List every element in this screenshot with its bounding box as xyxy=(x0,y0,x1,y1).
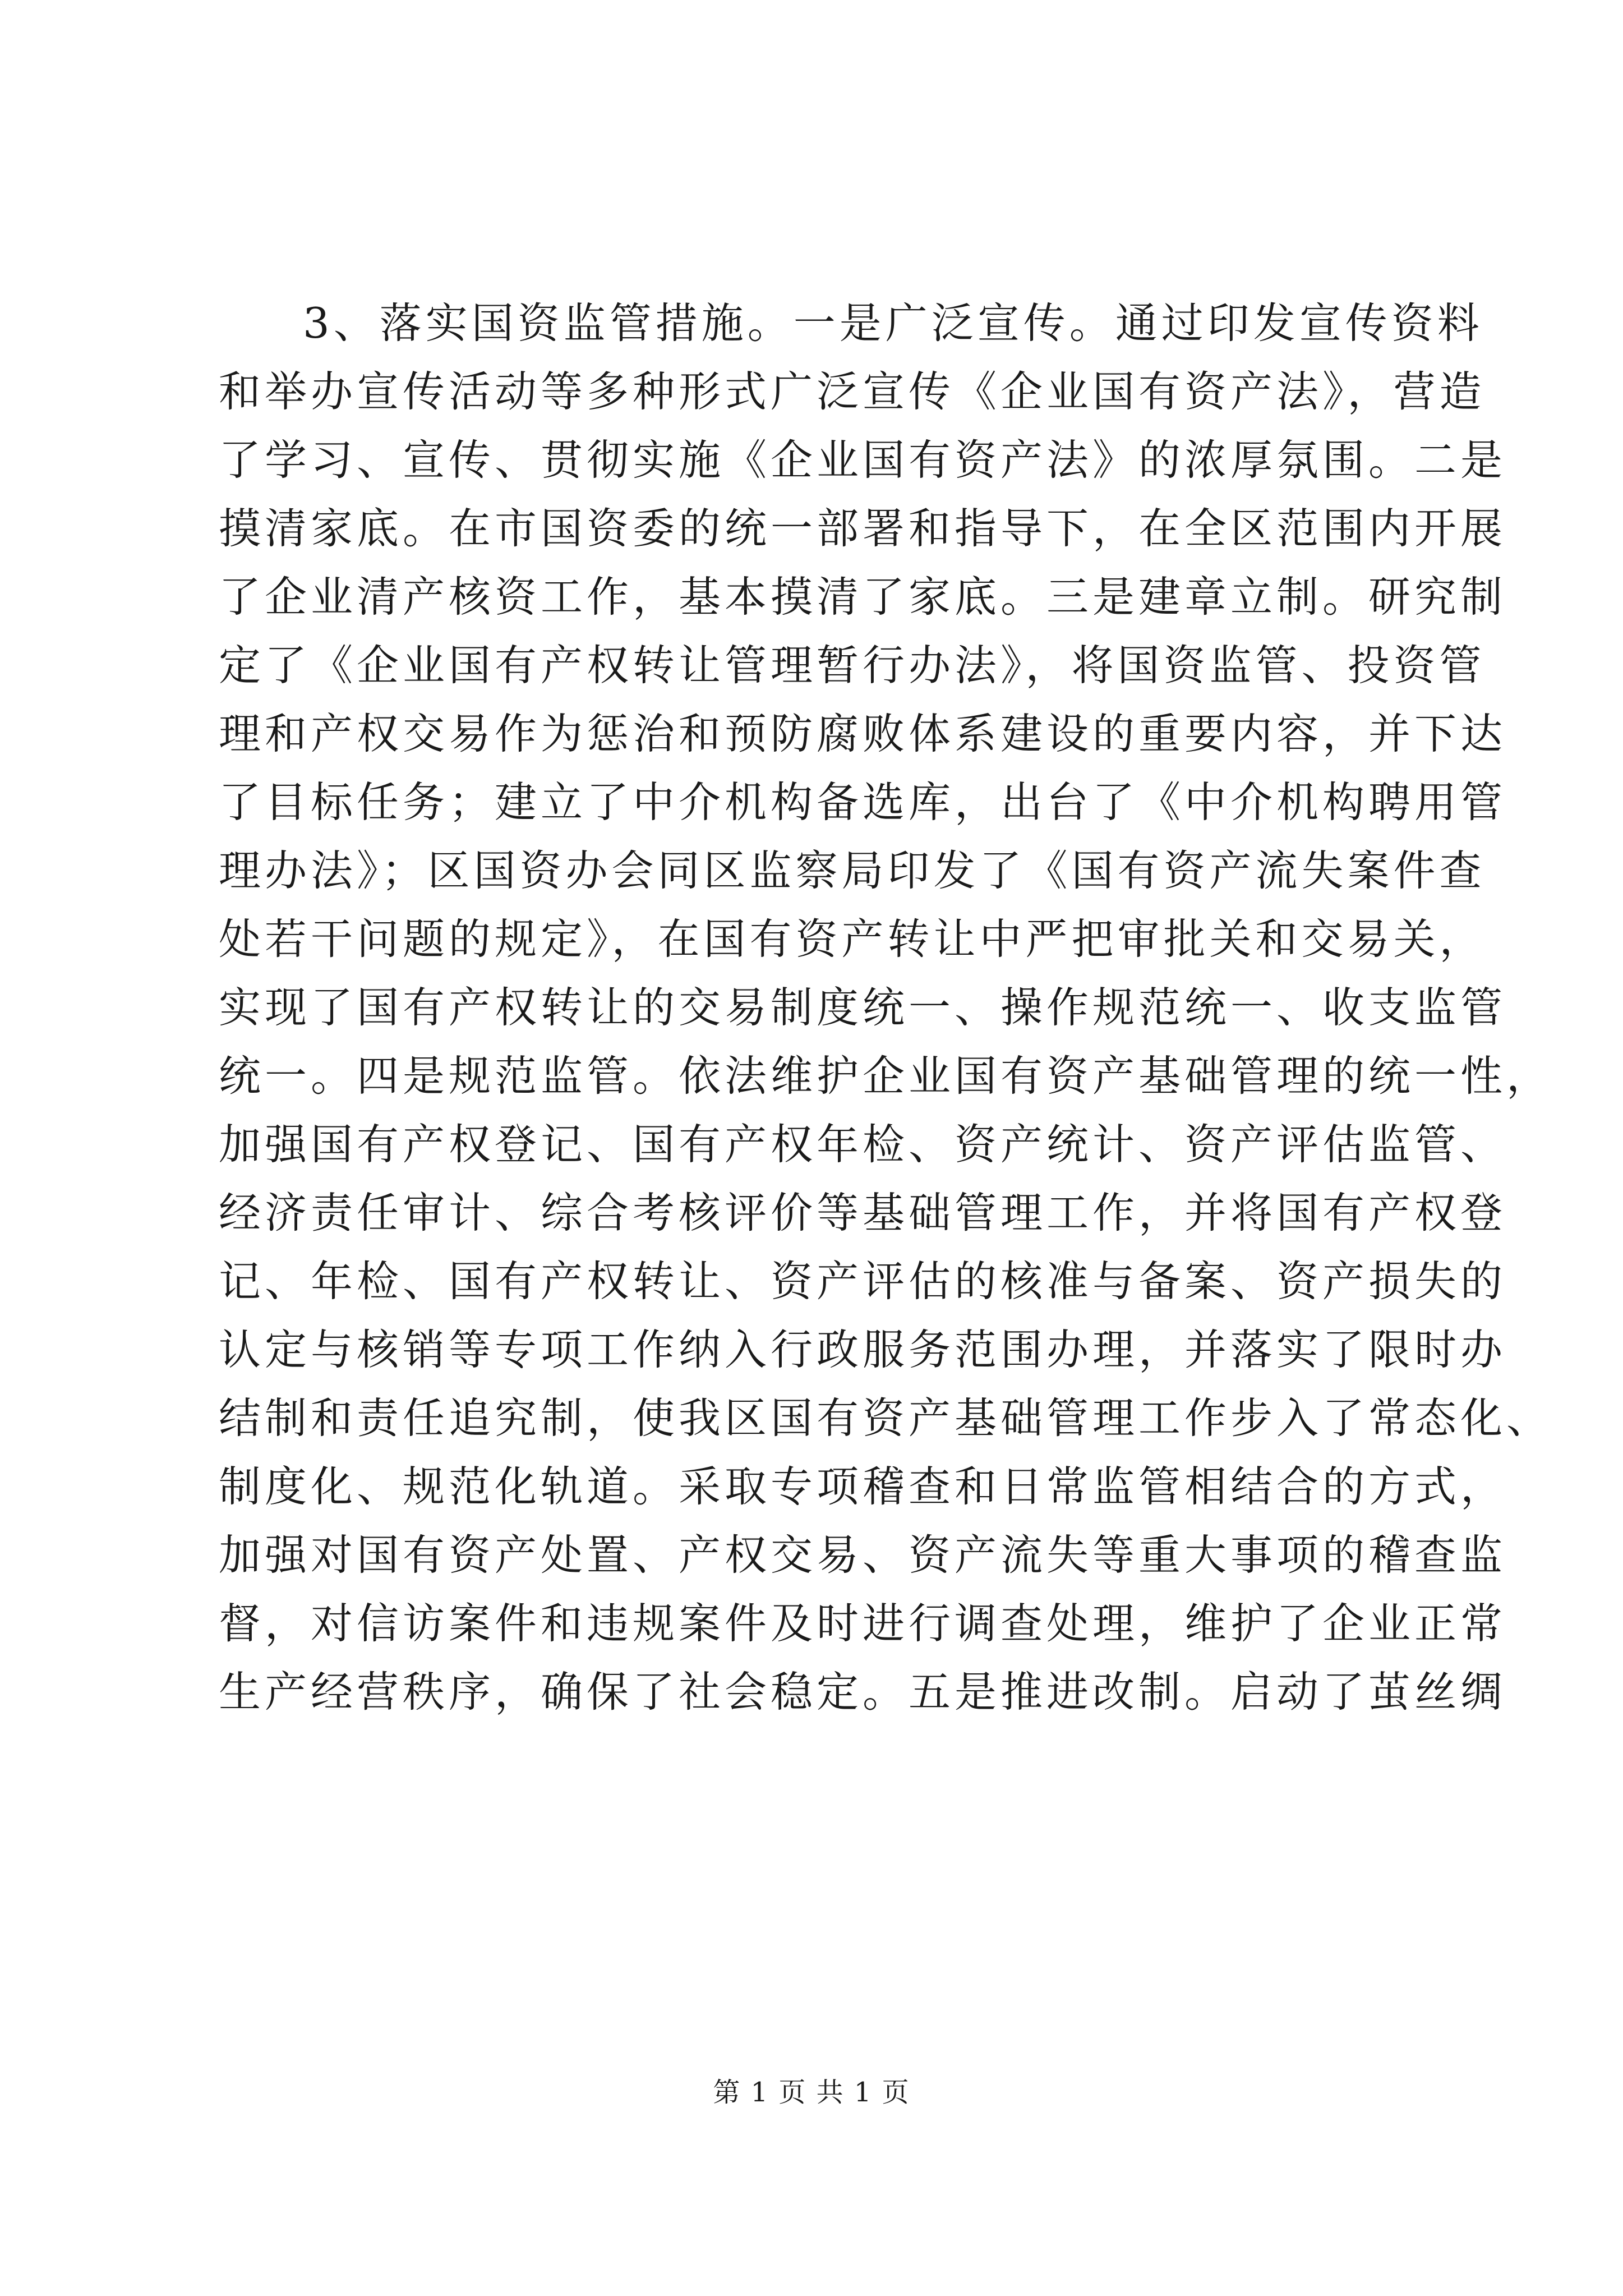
body-text xyxy=(219,289,1553,1726)
page-number-footer: 第 1 页 共 1 页 xyxy=(713,2077,910,2108)
text-line: 理和产权交易作为惩治和预防腐败体系建设的重要内容，并下达 xyxy=(219,709,1507,758)
text-line: 了企业清产核资工作，基本摸清了家底。三是建章立制。研究制 xyxy=(219,572,1507,622)
text-line: 摸清家底。在市国资委的统一部署和指导下，在全区范围内开展 xyxy=(219,504,1507,553)
text-line: 督，对信访案件和违规案件及时进行调查处理，维护了企业正常 xyxy=(219,1599,1507,1648)
text-line: 加强国有产权登记、国有产权年检、资产统计、资产评估监管、 xyxy=(219,1120,1507,1169)
text-line: 3、落实国资监管措施。一是广泛宣传。通过印发宣传资料 xyxy=(303,298,1483,348)
text-line: 结制和责任追究制，使我区国有资产基础管理工作步入了常态化、 xyxy=(219,1393,1553,1443)
text-line: 了目标任务；建立了中介机构备选库，出台了《中介机构聘用管 xyxy=(219,777,1507,827)
text-line: 制度化、规范化轨道。采取专项稽查和日常监管相结合的方式， xyxy=(219,1462,1507,1511)
text-line: 处若干问题的规定》，在国有资产转让中严把审批关和交易关， xyxy=(219,914,1486,964)
text-line: 生产经营秩序，确保了社会稳定。五是推进改制。启动了茧丝绸 xyxy=(219,1667,1507,1717)
text-line: 实现了国有产权转让的交易制度统一、操作规范统一、收支监管 xyxy=(219,983,1507,1032)
text-line: 记、年检、国有产权转让、资产评估的核准与备案、资产损失的 xyxy=(219,1257,1507,1306)
text-line: 认定与核销等专项工作纳入行政服务范围办理，并落实了限时办 xyxy=(219,1325,1507,1374)
text-line: 经济责任审计、综合考核评价等基础管理工作，并将国有产权登 xyxy=(219,1188,1507,1237)
text-line: 了学习、宣传、贯彻实施《企业国有资产法》的浓厚氛围。二是 xyxy=(219,435,1507,485)
text-line: 理办法》；区国资办会同区监察局印发了《国有资产流失案件查 xyxy=(219,846,1486,895)
text-line: 和举办宣传活动等多种形式广泛宣传《企业国有资产法》，营造 xyxy=(219,367,1486,416)
text-line: 加强对国有资产处置、产权交易、资产流失等重大事项的稽查监 xyxy=(219,1530,1507,1580)
text-line: 定了《企业国有产权转让管理暂行办法》，将国资监管、投资管 xyxy=(219,641,1486,690)
text-line: 统一。四是规范监管。依法维护企业国有资产基础管理的统一性， xyxy=(219,1051,1553,1101)
